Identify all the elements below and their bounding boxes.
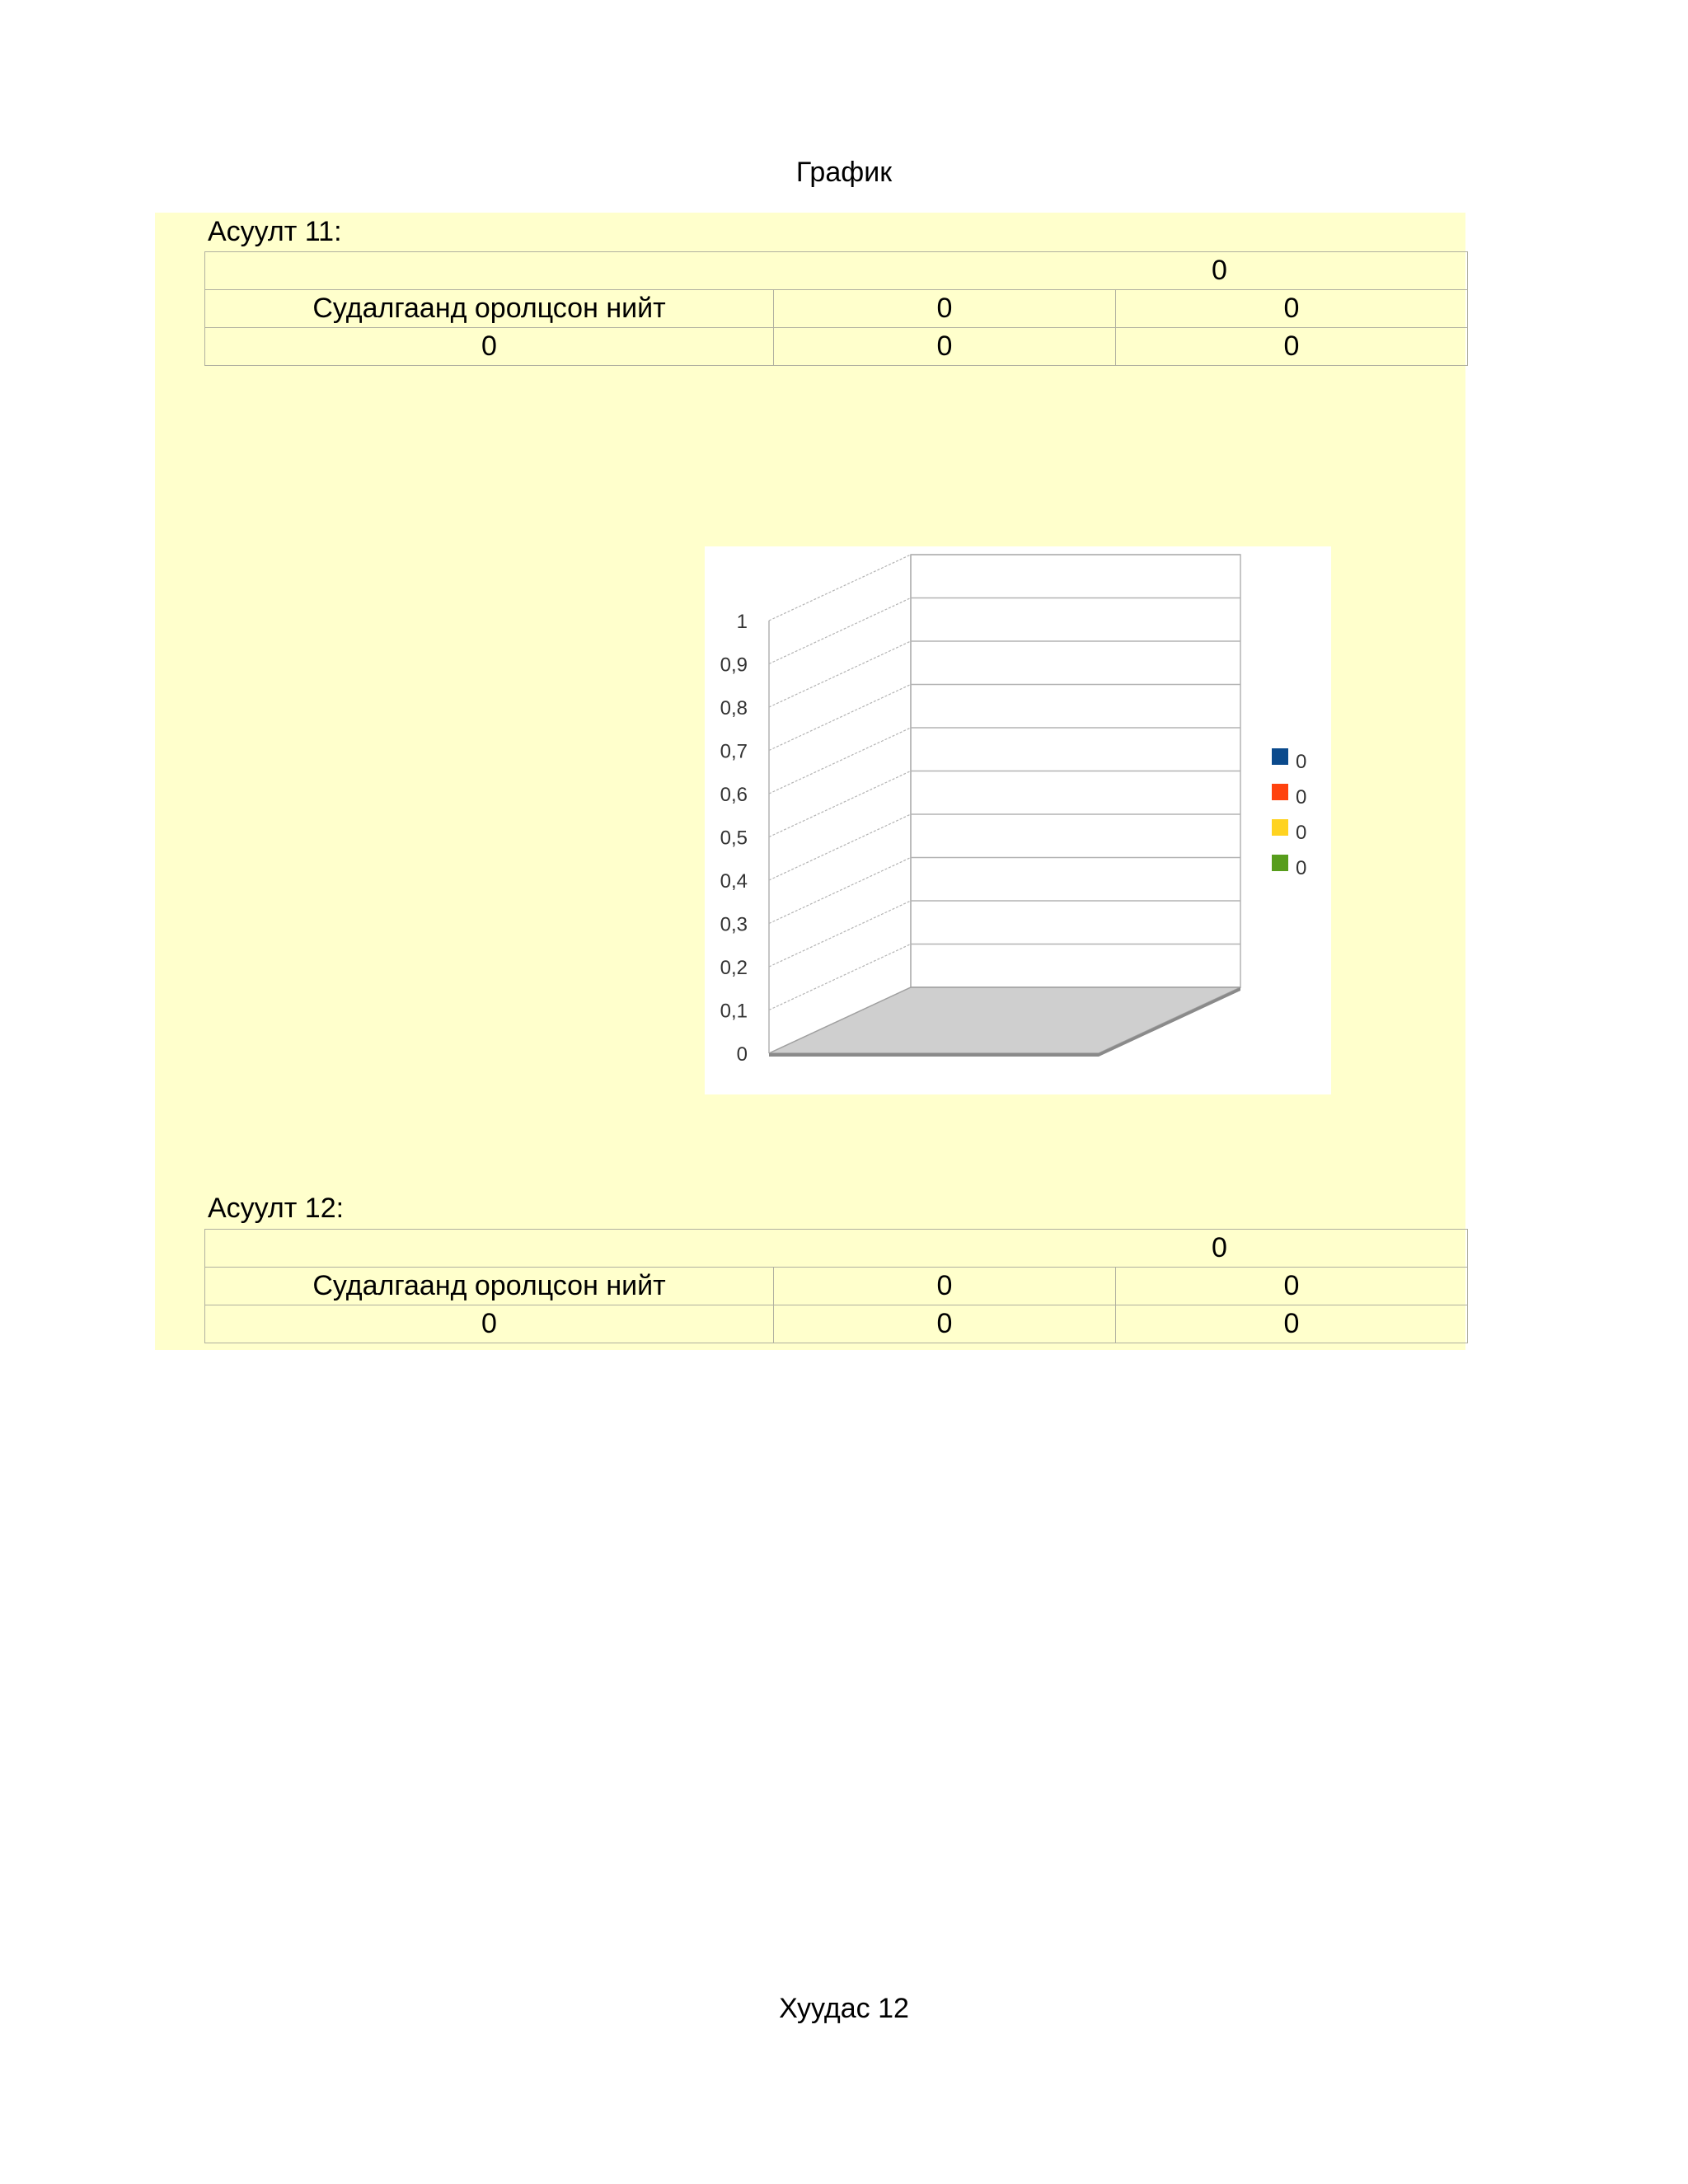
table-row <box>205 290 1468 328</box>
y-tick-label: 1 <box>736 611 748 633</box>
y-tick-label: 0,1 <box>720 1000 748 1023</box>
table-cell: 0 <box>774 290 1116 328</box>
gridline-side <box>769 858 911 924</box>
table-row <box>205 328 1468 366</box>
y-tick-label: 0,7 <box>720 740 748 763</box>
table-cell: 0 <box>205 1305 774 1343</box>
table-row <box>205 1268 1468 1305</box>
legend-swatch <box>1272 784 1288 800</box>
legend-label: 0 <box>1296 786 1307 808</box>
gridline-side <box>769 728 911 794</box>
question-12-label: Асуулт 12: <box>208 1193 345 1224</box>
gridline-side <box>769 685 911 751</box>
question-12-table <box>204 1229 1468 1343</box>
legend-label: 0 <box>1296 857 1307 879</box>
y-tick-label: 0,6 <box>720 784 748 806</box>
chart-container <box>705 546 1331 1094</box>
y-tick-label: 0,8 <box>720 697 748 719</box>
table-cell: 0 <box>205 328 774 366</box>
table-cell: 0 <box>774 328 1116 366</box>
gridline-side <box>769 771 911 837</box>
y-tick-label: 0,2 <box>720 957 748 979</box>
y-tick-label: 0 <box>736 1043 748 1066</box>
legend-swatch <box>1272 819 1288 836</box>
table-cell: 0 <box>1116 1268 1468 1305</box>
table-cell: 0 <box>1116 290 1468 328</box>
legend-label: 0 <box>1296 822 1307 844</box>
legend-swatch <box>1272 855 1288 871</box>
page-number: Хуудас 12 <box>779 1993 909 2024</box>
gridline-side <box>769 555 911 621</box>
question-11-label: Асуулт 11: <box>208 216 342 247</box>
table-row <box>205 1230 1468 1268</box>
table-row <box>205 252 1468 290</box>
table-cell: 0 <box>205 252 1468 290</box>
table-cell: 0 <box>774 1268 1116 1305</box>
legend-label: 0 <box>1296 751 1307 773</box>
y-tick-label: 0,4 <box>720 870 748 893</box>
bar-chart-3d <box>705 546 1331 1094</box>
y-tick-label: 0,5 <box>720 827 748 850</box>
table-cell: Судалгаанд оролцсон нийт <box>205 290 774 328</box>
page-header-title: График <box>795 157 893 188</box>
gridline-side <box>769 598 911 664</box>
gridline-side <box>769 641 911 707</box>
table-cell: 0 <box>774 1305 1116 1343</box>
gridline-side <box>769 814 911 880</box>
question-11-table <box>204 251 1468 366</box>
table-cell: 0 <box>1116 328 1468 366</box>
y-tick-label: 0,3 <box>720 913 748 936</box>
legend-swatch <box>1272 748 1288 765</box>
gridline-side <box>769 901 911 967</box>
table-cell: Судалгаанд оролцсон нийт <box>205 1268 774 1305</box>
table-cell: 0 <box>1116 1305 1468 1343</box>
table-cell: 0 <box>205 1230 1468 1268</box>
y-tick-label: 0,9 <box>720 654 748 677</box>
table-row <box>205 1305 1468 1343</box>
